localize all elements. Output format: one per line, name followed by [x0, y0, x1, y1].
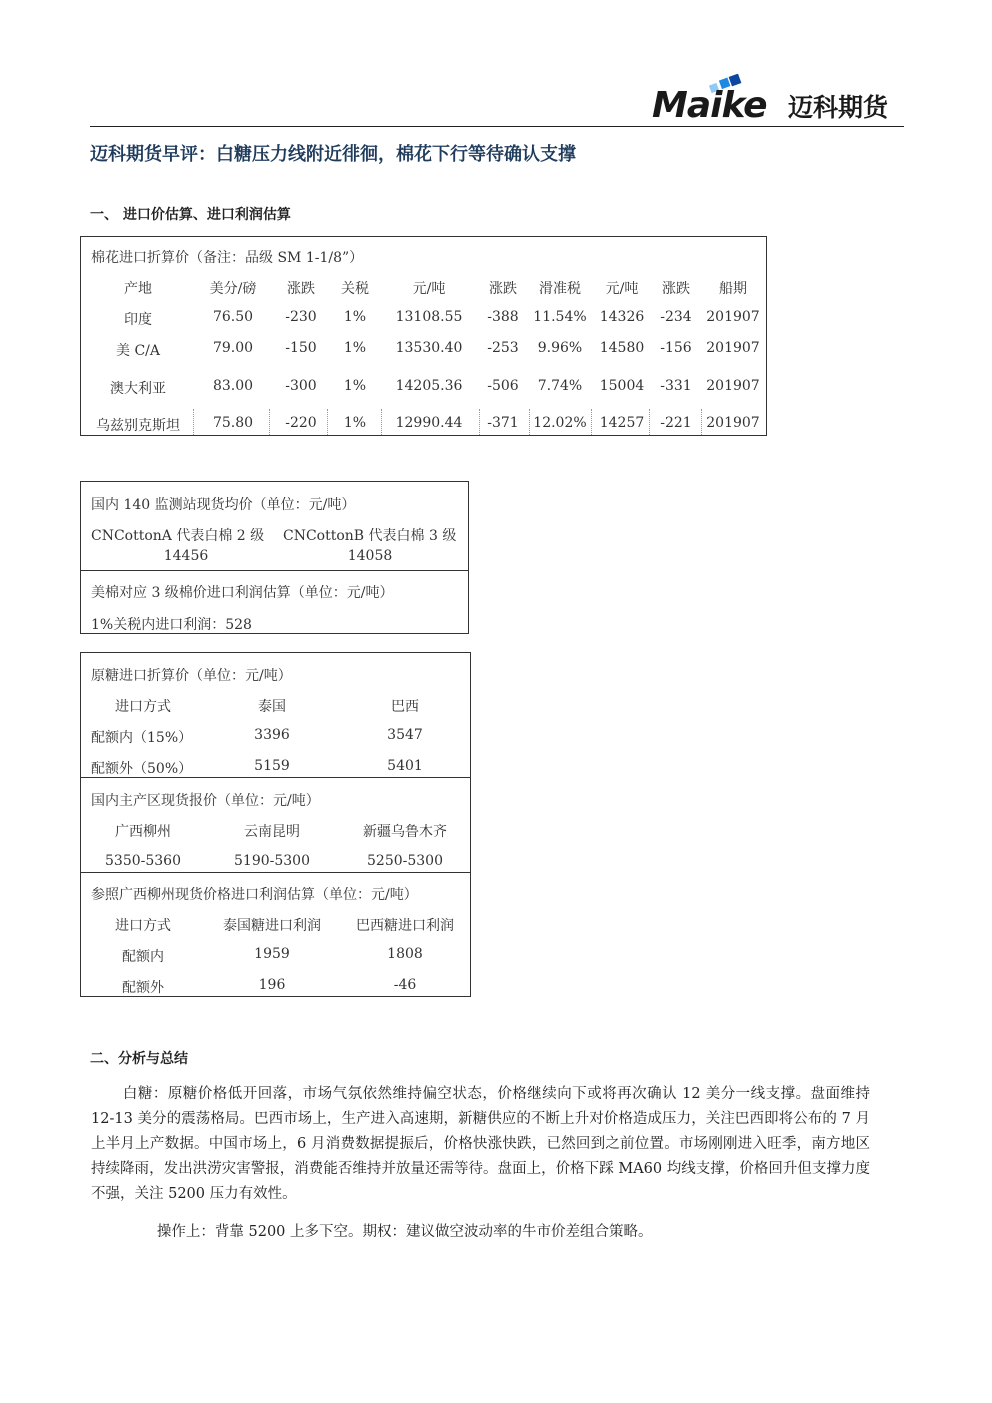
cotton-profit-caption: 美棉对应 3 级棉价进口利润估算（单位：元/吨）	[91, 585, 394, 601]
cotton-import-caption: 棉花进口折算价（备注：品级 SM 1-1/8”）	[91, 250, 364, 266]
sugar-spot-header: 云南昆明	[244, 824, 300, 840]
cotton-header-cell: 产地	[124, 281, 152, 297]
cotton-data-cell: -506	[487, 378, 519, 394]
cotton-header-cell: 涨跌	[662, 281, 690, 297]
cotton-header-cell: 船期	[719, 281, 747, 297]
cotton-data-cell: 13108.55	[395, 309, 463, 325]
cotton-data-cell: -230	[285, 309, 317, 325]
cncotton-b-value: 14058	[347, 548, 393, 564]
column-separator	[327, 409, 328, 435]
sugar-import-header: 进口方式	[115, 699, 171, 715]
cotton-header-cell: 涨跌	[489, 281, 517, 297]
cotton-data-cell: -371	[487, 415, 519, 431]
cotton-data-cell: -156	[660, 340, 692, 356]
cotton-data-cell: 印度	[124, 312, 152, 328]
cotton-data-cell: 12990.44	[395, 415, 463, 431]
sugar-import-cell: 3396	[254, 727, 290, 743]
cotton-data-cell: 美 C/A	[116, 343, 160, 359]
cotton-data-cell: 15004	[599, 378, 645, 394]
column-separator	[381, 409, 382, 435]
document-title: 迈科期货早评：白糖压力线附近徘徊，棉花下行等待确认支撑	[90, 144, 576, 165]
sugar-spot-value: 5350-5360	[105, 853, 181, 869]
sugar-import-cell: 3547	[387, 727, 423, 743]
cotton-data-cell: 11.54%	[533, 309, 587, 325]
cotton-data-cell: 乌兹别克斯坦	[96, 418, 180, 434]
cotton-data-cell: 13530.40	[395, 340, 463, 356]
sugar-divider-2	[81, 872, 470, 873]
column-separator	[479, 409, 480, 435]
sugar-spot-value: 5250-5300	[367, 853, 443, 869]
column-separator	[591, 409, 592, 435]
sugar-import-cell: 配额内（15%）	[91, 730, 193, 746]
sugar-spot-header: 广西柳州	[115, 824, 171, 840]
cotton-data-cell: 201907	[706, 309, 760, 325]
cotton-header-cell: 美分/磅	[209, 281, 257, 297]
cotton-profit-text: 1%关税内进口利润：528	[91, 617, 252, 633]
column-separator	[701, 409, 702, 435]
cotton-data-cell: 201907	[706, 340, 760, 356]
sugar-profit-cell: 1959	[254, 946, 290, 962]
sugar-import-cell: 配额外（50%）	[91, 761, 193, 777]
cotton-header-cell: 涨跌	[287, 281, 315, 297]
cotton-data-cell: 75.80	[212, 415, 254, 431]
cotton-data-cell: -300	[285, 378, 317, 394]
sugar-profit-header: 巴西糖进口利润	[356, 918, 454, 934]
cotton-data-cell: 79.00	[212, 340, 254, 356]
cotton-header-cell: 元/吨	[605, 281, 639, 297]
sugar-import-caption: 原糖进口折算价（单位：元/吨）	[91, 668, 292, 684]
cotton-header-cell: 元/吨	[412, 281, 446, 297]
cncotton-a-label: CNCottonA 代表白棉 2 级	[91, 528, 265, 544]
column-separator	[193, 409, 194, 435]
sugar-spot-header: 新疆乌鲁木齐	[363, 824, 447, 840]
cotton-data-cell: 83.00	[212, 378, 254, 394]
cotton-data-cell: 14257	[599, 415, 645, 431]
sugar-import-cell: 5159	[254, 758, 290, 774]
brand-logo	[652, 74, 902, 126]
cotton-data-cell: 201907	[706, 378, 760, 394]
cotton-data-cell: 12.02%	[533, 415, 587, 431]
sugar-profit-cell: 196	[258, 977, 286, 993]
cotton-data-cell: 1%	[343, 309, 367, 325]
header-divider	[90, 126, 904, 127]
logo-chinese-name: 迈科期货	[788, 93, 889, 122]
cotton-data-cell: 7.74%	[537, 378, 583, 394]
cotton-data-cell: 201907	[706, 415, 760, 431]
cotton-data-cell: 澳大利亚	[110, 381, 166, 397]
cotton-data-cell: -388	[487, 309, 519, 325]
analysis-paragraph: 白糖：原糖价格低开回落，市场气氛依然维持偏空状态，价格继续向下或将再次确认 12 美分一线支撑。盘面维持 12-13 美分的震荡格局。巴西市场上，生产进入高速期，新糖供应的不断上升对价格造成压力，关注巴西即将公布的 7 月上半月上产数据。中国市场上，6 月消费数据提振后，价格快涨快跌，已然回到之前位置。市场刚刚进入旺季，南方地区持续降雨，发出洪涝灾害警报，消费能否维持并放量还需等待。盘面上，价格下踩 MA60 均线支撑，价格回升但支撑力度不强，关注 5200 压力有效性。	[91, 1086, 870, 1202]
cotton-header-cell: 关税	[341, 281, 369, 297]
sugar-spot-value: 5190-5300	[234, 853, 310, 869]
cotton-spot-table	[80, 481, 469, 634]
sugar-import-header: 巴西	[391, 699, 419, 715]
cotton-data-cell: -220	[285, 415, 317, 431]
cotton-data-cell: 9.96%	[537, 340, 583, 356]
cotton-spot-divider	[81, 570, 468, 571]
section-heading-import: 一、 进口价估算、进口利润估算	[90, 207, 291, 223]
cotton-data-cell: 14205.36	[395, 378, 463, 394]
sugar-profit-header: 进口方式	[115, 918, 171, 934]
sugar-table	[80, 652, 471, 997]
sugar-import-cell: 5401	[387, 758, 423, 774]
sugar-profit-cell: 1808	[387, 946, 423, 962]
logo-wordmark: Maike	[652, 85, 767, 126]
cotton-import-table	[80, 236, 767, 436]
column-separator	[649, 409, 650, 435]
cotton-spot-caption: 国内 140 监测站现货均价（单位：元/吨）	[91, 497, 356, 513]
sugar-import-header: 泰国	[258, 699, 286, 715]
cotton-data-cell: -253	[487, 340, 519, 356]
cotton-data-cell: -221	[660, 415, 692, 431]
sugar-profit-caption: 参照广西柳州现货价格进口利润估算（单位：元/吨）	[91, 887, 418, 903]
cotton-header-cell: 滑准税	[539, 281, 581, 297]
sugar-profit-cell: 配额内	[122, 949, 164, 965]
sugar-spot-caption: 国内主产区现货报价（单位：元/吨）	[91, 793, 320, 809]
section-heading-analysis: 二、分析与总结	[90, 1051, 188, 1067]
cotton-data-cell: 1%	[343, 378, 367, 394]
cotton-data-cell: -331	[660, 378, 692, 394]
column-separator	[529, 409, 530, 435]
cncotton-b-label: CNCottonB 代表白棉 3 级	[283, 528, 457, 544]
sugar-profit-cell: -46	[393, 977, 417, 993]
cotton-data-cell: -150	[285, 340, 317, 356]
cotton-data-cell: 14580	[599, 340, 645, 356]
cotton-data-cell: 14326	[599, 309, 645, 325]
cotton-data-cell: 76.50	[212, 309, 254, 325]
cncotton-a-value: 14456	[163, 548, 209, 564]
cotton-data-cell: 1%	[343, 340, 367, 356]
cotton-data-cell: 1%	[343, 415, 367, 431]
sugar-profit-header: 泰国糖进口利润	[223, 918, 321, 934]
sugar-profit-cell: 配额外	[122, 980, 164, 996]
column-separator	[269, 409, 270, 435]
cotton-data-cell: -234	[660, 309, 692, 325]
operation-paragraph: 操作上：背靠 5200 上多下空。期权：建议做空波动率的牛市价差组合策略。	[156, 1224, 653, 1240]
